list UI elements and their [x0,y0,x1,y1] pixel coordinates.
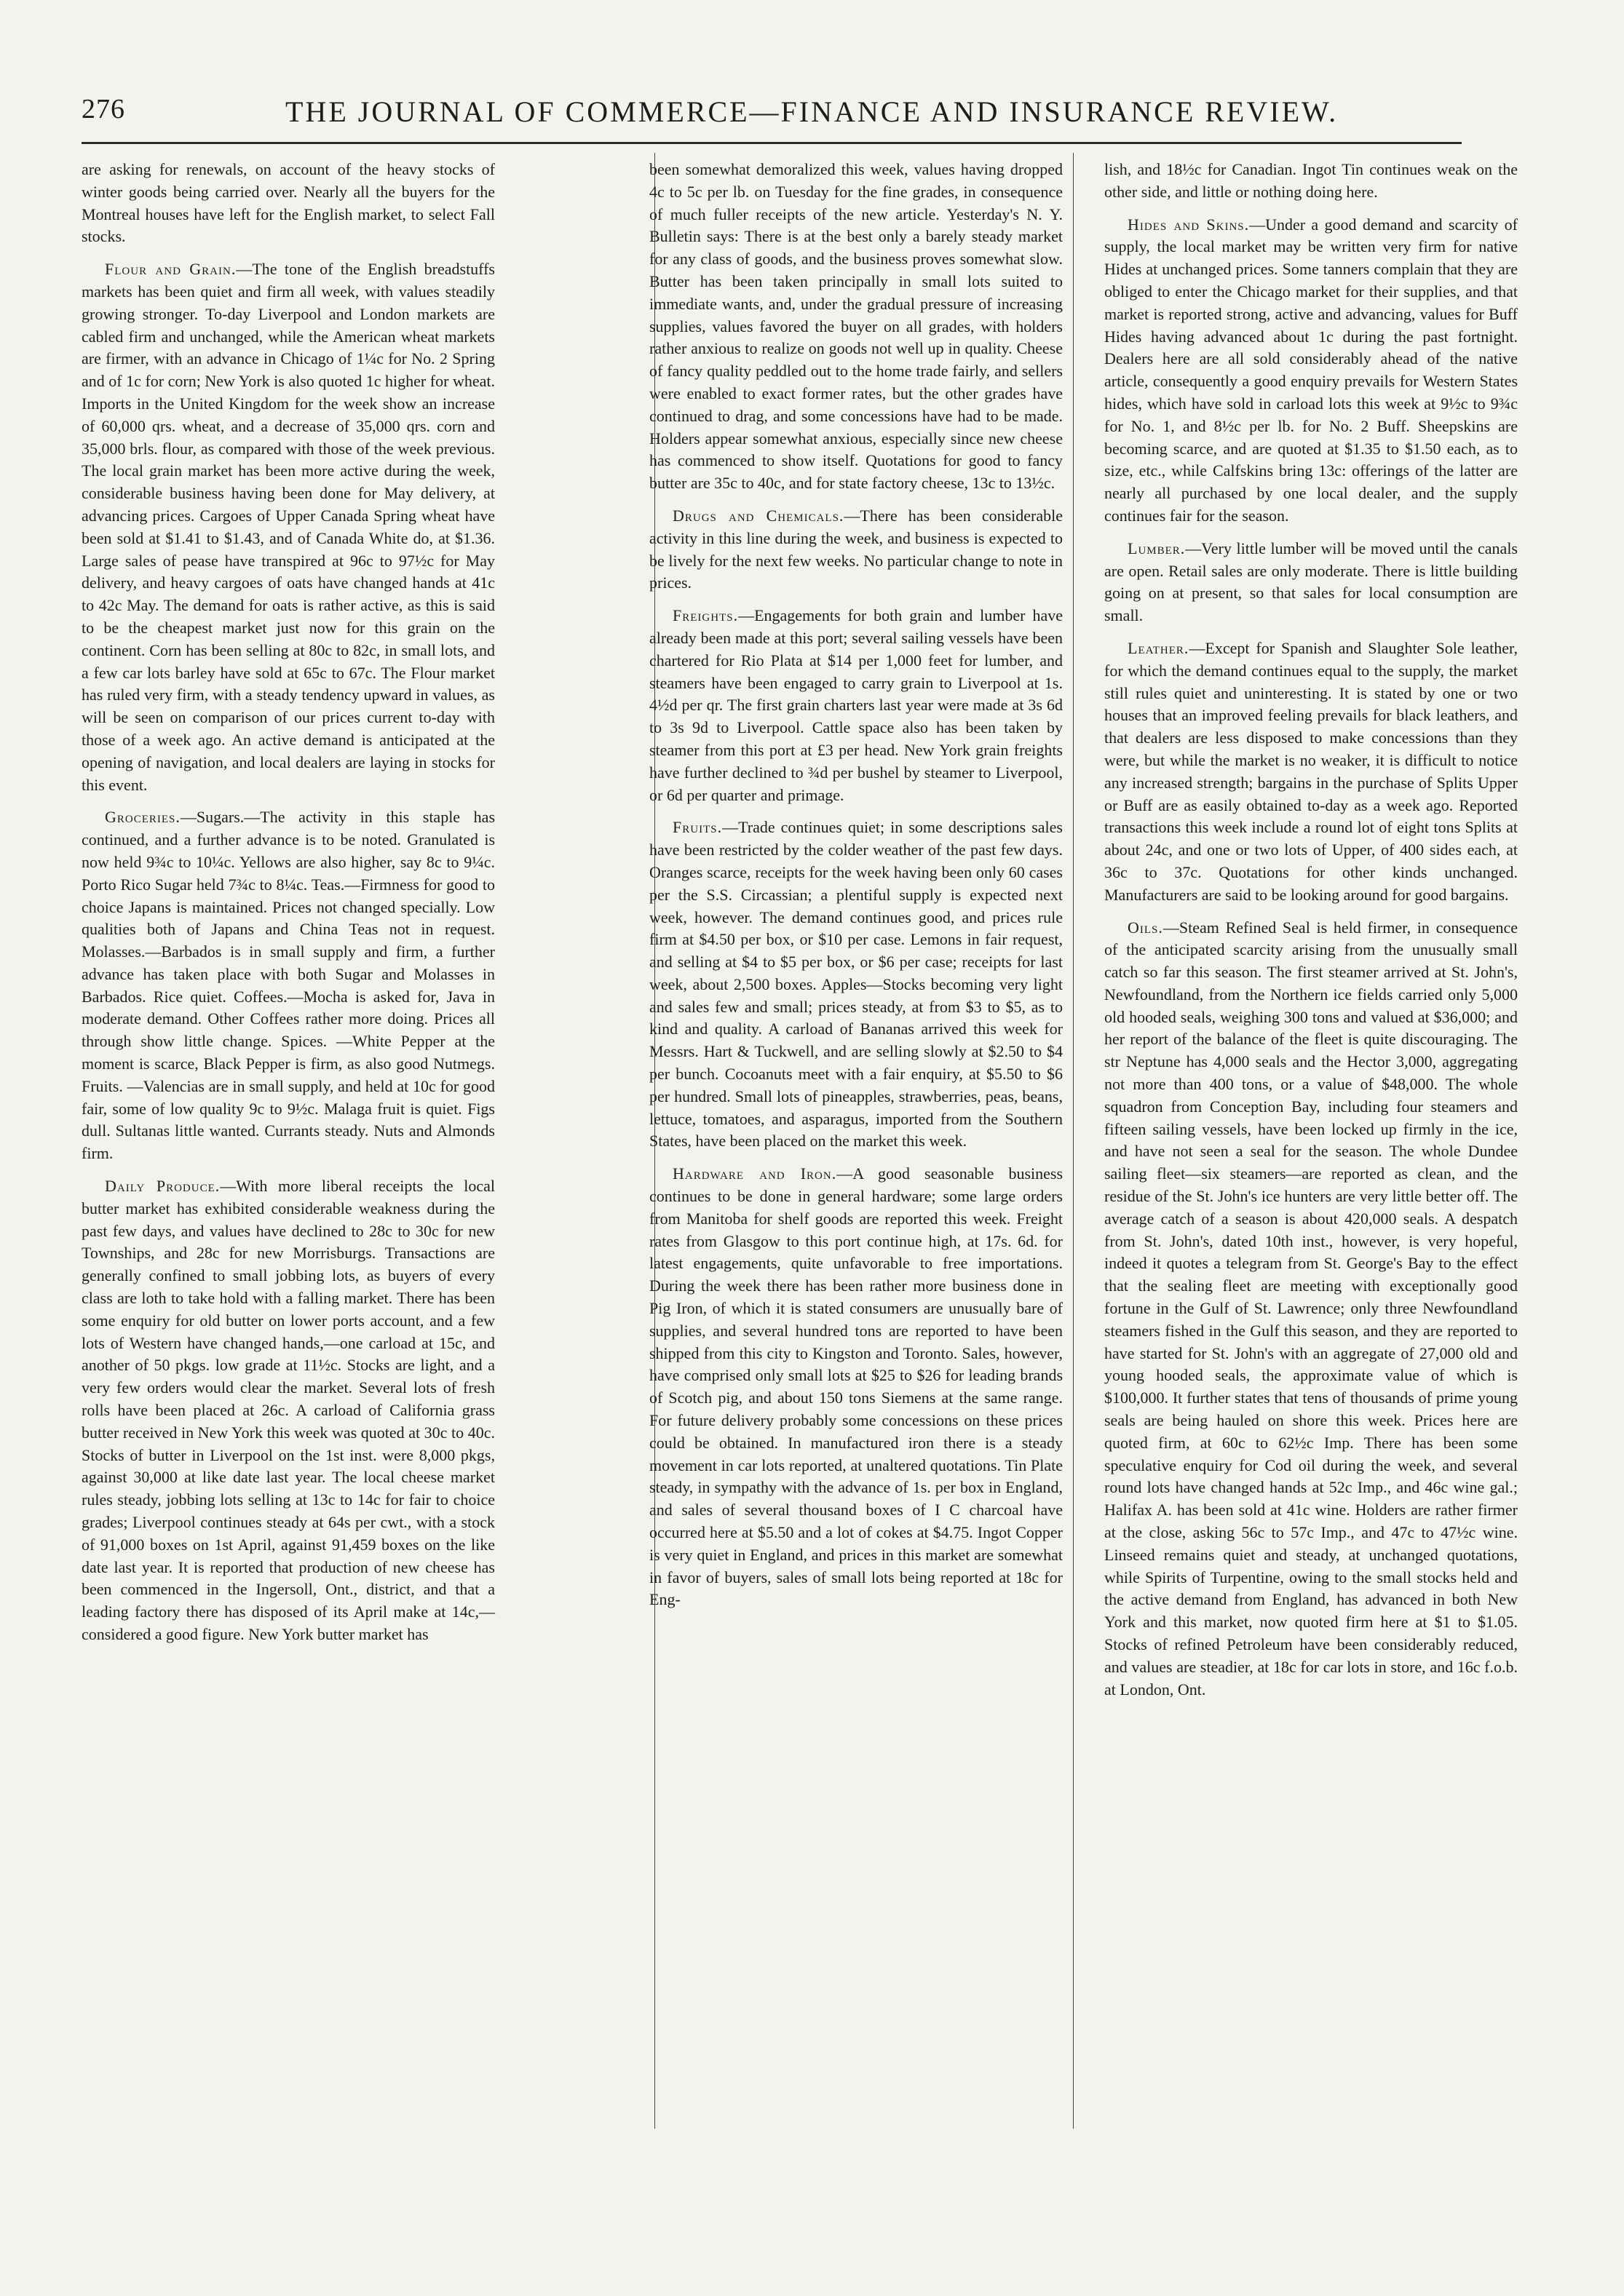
section-heading: Oils. [1128,918,1163,937]
article-paragraph [1104,917,1518,1701]
section-heading: Hardware and Iron. [673,1164,837,1183]
header-rule [82,142,1462,144]
article-paragraph [82,159,495,248]
paragraph-text: —Steam Refined Seal is held firmer, in consequence of the anticipated scarcity arising from the unusually small catch so far this season. The first steamer arrived at St. John's, Newfoundland, from the Northern ice fields carried only 5,000 old hooded seals, weighing 300 tons and valued at $36,000; and her report of the balance of the fleet is quite discouraging. The str Neptune has 4,000 seals and the Hector 3,000, aggregating not more than 400 tons, or a value of $48,000. The whole squadron from Conception Bay, including four steamers and fifteen sailing vessels, have been locked up firmly in the ice, and have not seen a seal for the season. The whole Dundee sailing fleet—six steamers—are reported as clean, and the residue of the St. John's ice hunters are very little better off. The average catch of a season is about 420,000 seals. A despatch from St. John's, dated 10th inst., however, is very hopeful, indeed it quotes a telegram from St. George's Bay to the effect that the sealing fleet are meeting with exceptionally good fortune in the Gulf of St. Lawrence; only three Newfoundland steamers fished in the Gulf this season, and they are reported to have started for St. John's with an aggregate of 27,000 old and young hooded seals, the approximate value of which is $100,000. It further states that tens of thousands of prime young seals are being hauled on shore this week. Prices here are quoted firm, at 60c to 62½c Imp. There has been some speculative enquiry for Cod oil during the week, and several round lots have changed hands at 52c Imp., and 46c wine gal.; Halifax A. has been sold at 41c wine. Holders are rather firmer at the close, asking 56c to 57c Imp., and 47c to 47½c wine. Linseed remains quiet and steady, at unchanged quotations, while Spirits of Turpentine, owing to the small stocks held and the active demand from England, has advanced in both New York and this market, now quoted firm here at $1 to $1.05. Stocks of refined Petroleum have been considerably reduced, and values are steadier, at 18c for car lots in store, and 16c f.o.b. at London, Ont. [1104,918,1518,1699]
paragraph-text: been somewhat demoralized this week, values having dropped 4c to 5c per lb. on Tuesday for the fine grades, in consequence of much fuller receipts of the new article. Yesterday's N. Y. Bulletin says: There is at the best only a barely steady market for any class of goods, and the business proves somewhat slow. Butter has been taken principally in small lots suited to immediate wants, and, under the gradual pressure of increasing supplies, values favored the buyer on all grades, with holders rather anxious to realize on goods not well up in quality. Cheese of fancy quality peddled out to the home trade fairly, and sellers were enabled to exact former rates, but the other grades have continued to drag, and some concessions have had to be made. Holders appear somewhat anxious, especially since new cheese has commenced to show itself. Quotations for good to fancy butter are 35c to 40c, and for state factory cheese, 13c to 13½c. [649,160,1063,493]
section-heading: Hides and Skins. [1128,215,1250,234]
section-heading: Groceries. [105,808,181,827]
article-paragraph [649,605,1063,806]
paragraph-text: —There has been considerable activity in this line during the week, and business is expected to be lively for the next few weeks. No particular change to note in prices. [649,506,1063,592]
page-number: 276 [82,94,125,124]
article-paragraph [82,258,495,796]
article-paragraph [1104,637,1518,907]
paragraph-text: —The tone of the English breadstuffs markets has been quiet and firm all week, with values steadily growing stronger. To-day Liverpool and London markets are cabled firm and unchanged, while the American wheat markets are firmer, with an advance in Chicago of 1¼c for No. 2 Spring and of 1c for corn; New York is also quoted 1c higher for wheat. Imports in the United Kingdom for the week show an increase of 60,000 qrs. wheat, and a decrease of 35,000 qrs. corn and 35,000 brls. flour, as compared with those of the week previous. The local grain market has been more active during the week, considerable business having been done for May delivery, at advancing prices. Cargoes of Upper Canada Spring wheat have been sold at $1.41 to $1.43, and of Canada White do, at $1.36. Large sales of pease have transpired at 96c to 97½c for May delivery, and heavy cargoes of oats have changed hands at 41c to 42c May. The demand for oats is rather active, as this is said to be the cheapest market just now for this grain on the continent. Corn has been selling at 80c to 82c, in small lots, and a few car lots barley have sold at 65c to 67c. The Flour market has ruled very firm, with a steady tendency upward in values, as will be seen on comparison of our prices current to-day with those of a week ago. An active demand is anticipated at the opening of navigation, and local dealers are laying in stocks for this event. [82,260,495,794]
paragraph-text: —Under a good demand and scarcity of supply, the local market may be written very firm for native Hides at unchanged prices. Some tanners complain that they are obliged to enter the Chicago market for their supplies, and that market is reported strong, active and advancing, values for Buff Hides having advanced about 1c during the past fortnight. Dealers here are all sold considerably ahead of the native article, consequently a good enquiry prevails for Western States hides, which have sold in carload lots this week at 9½c to 9¾c for No. 1, and 8½c per lb. for No. 2 Buff. Sheepskins are becoming scarce, and are quoted at $1.35 to $1.50 each, as to size, etc., while Calfskins bring 13c: offerings of the latter are nearly all purchased by one local dealer, and the supply continues fair for the season. [1104,215,1518,525]
section-heading: Leather. [1128,638,1189,657]
paragraph-text: —Sugars.—The activity in this staple has continued, and a further advance is to be noted. Granulated is now held 9¾c to 10¼c. Yellows are also higher, say 8c to 9¼c. Porto Rico Sugar held 7¾c to 8¼c. Teas.—Firmness for good to choice Japans is maintained. Prices not changed specially. Low qualities both of Japans and China Teas not in request. Molasses.—Barbados is in small supply and firm, a further advance has taken place with both Sugar and Molasses in Barbados. Rice quiet. Coffees.—Mocha is asked for, Java in moderate demand. Other Coffees rather more doing. Prices all through show little change. Spices. —White Pepper at the moment is scarce, Black Pepper is firm, as also good Nutmegs. Fruits. —Valencias are in small supply, and held at 10c for good fair, some of low quality 9c to 9½c. Malaga fruit is quiet. Figs dull. Sultanas little wanted. Currants steady. Nuts and Almonds firm. [82,808,495,1163]
column-1 [82,159,495,1656]
article-paragraph [1104,538,1518,627]
section-heading: Flour and Grain. [105,260,237,279]
paragraph-text: —Trade continues quiet; in some descriptions sales have been restricted by the colder weather of the past few days. Oranges scarce, receipts for the week having been only 60 cases per the S.S. Circassian; a plentiful supply is expected next week, however. The demand continues good, and prices rule firm at $4.50 per box, or $10 per case. Lemons in fair request, and selling at $4 to $5 per box, or $6 per case; receipts for last week, about 2,500 boxes. Apples—Stocks becoming very light and sales few and small; prices steady, at from $3 to $5, as to kind and quality. A carload of Bananas arrived this week for Messrs. Hart & Tuckwell, and are selling slowly at $2.50 to $4 per bunch. Cocoanuts meet with a fair enquiry, at $5.50 to $6 per hundred. Small lots of pineapples, strawberries, peas, beans, lettuce, tomatoes, and asparagus, imported from the Southern States, have been placed on the market this week. [649,818,1063,1151]
section-heading: Freights. [673,606,739,625]
section-heading: Fruits. [673,818,723,837]
section-heading: Drugs and Chemicals. [673,506,844,525]
article-paragraph [1104,214,1518,528]
journal-title: THE JOURNAL OF COMMERCE—FINANCE AND INSURANCE REVIEW. [285,95,1339,128]
paragraph-text: lish, and 18½c for Canadian. Ingot Tin continues weak on the other side, and little or nothing doing here. [1104,160,1518,201]
paragraph-text: —A good seasonable business continues to be done in general hardware; some large orders from Manitoba for shelf goods are reported this week. Freight rates from Glasgow to this port continue high, at 17s. 6d. for latest engagements, quite unfavorable to free importations. During the week there has been rather more business done in Pig Iron, of which it is stated consumers are unusually bare of supplies, and several hundred tons are reported to have been shipped from this city to Kingston and Toronto. Sales, however, have comprised only small lots at $25 to $26 for leading brands of Scotch pig, and about 150 tons Siemens at the same range. For future delivery probably some concessions on these prices could be obtained. In manufactured iron there is a steady movement in car lots reported, at unaltered quotations. Tin Plate steady, in sympathy with the advance of 1s. per box in England, and sales of several thousand boxes of I C charcoal have occurred here at $5.50 and a lot of cokes at $4.75. Ingot Copper is very quiet in England, and prices in this market are somewhat in favor of buyers, sales of small lots being reported at 18c for Eng- [649,1164,1063,1609]
section-heading: Lumber. [1128,539,1186,557]
section-heading: Daily Produce. [105,1177,221,1196]
paragraph-text: —With more liberal receipts the local butter market has exhibited considerable weakness during the past few days, and values have declined to 28c to 30c for new Townships, and 28c for new Morrisburgs. Transactions are generally confined to small jobbing lots, as buyers of every class are loth to take hold with a falling market. There has been some enquiry for old butter on lower ports account, and a few lots of Western have changed hands,—one carload at 15c, and another of 50 pkgs. low grade at 11½c. Stocks are light, and a very few orders would clear the market. Several lots of fresh rolls have been placed at 26c. A carload of California grass butter received in New York this week was quoted at 30c to 40c. Stocks of butter in Liverpool on the 1st inst. were 8,000 pkgs, against 30,000 at like date last year. The local cheese market rules steady, jobbing lots selling at 13c to 14c for fair to choice grades; Liverpool continues steady at 64s per cwt., with a stock of 91,000 boxes on 1st April, against 91,459 boxes on the like date last year. It is reported that production of new cheese has been commenced in the Ingersoll, Ont., district, and that a leading factory there has disposed of its April make at 14c,—considered a good figure. New York butter market has [82,1177,495,1643]
article-paragraph [649,1163,1063,1611]
article-paragraph [82,806,495,1165]
article-paragraph [82,1175,495,1646]
article-paragraph [1104,159,1518,204]
paragraph-text: are asking for renewals, on account of the heavy stocks of winter goods being carried over. Nearly all the buyers for the Montreal houses have left for the English market, to select Fall stocks. [82,160,495,246]
column-divider [1073,153,1074,2129]
column-2 [649,159,1063,1621]
article-paragraph [649,817,1063,1153]
column-3 [1104,159,1518,1711]
paragraph-text: —Except for Spanish and Slaughter Sole leather, for which the demand continues equal to the supply, the market still rules quiet and uninteresting. It is stated by one or two houses that an improved feeling prevails for black leathers, and that dealers are less disposed to make concessions than they were, but while the market is no weaker, it is difficult to notice any increased strength; bargains in the purchase of Splits Upper or Buff are as easily obtained to-day as a week ago. Reported transactions this week include a round lot of eight tons Splits at about 24c, and one or two lots of Upper, of 400 sides each, at 36c to 37c. Quotations for other kinds unchanged. Manufacturers are said to be looking around for good bargains. [1104,638,1518,904]
paragraph-text: —Engagements for both grain and lumber have already been made at this port; several sailing vessels have been chartered for Rio Plata at $14 per 1,000 feet for lumber, and steamers have been engaged to carry grain to Liverpool at 1s. 4½d per qr. The first grain charters last year were made at 3s 6d to 3s 9d to Liverpool. Cattle space also has been taken by steamer from this port at £3 per head. New York grain freights have further declined to ¾d per bushel by steamer to Liverpool, or 6d per quarter and primage. [649,606,1063,804]
article-paragraph [649,505,1063,595]
paragraph-text: —Very little lumber will be moved until the canals are open. Retail sales are only moderate. There is little building going on at present, so that sales for local consumption are small. [1104,539,1518,625]
article-paragraph [649,159,1063,495]
page-header [82,93,1462,135]
